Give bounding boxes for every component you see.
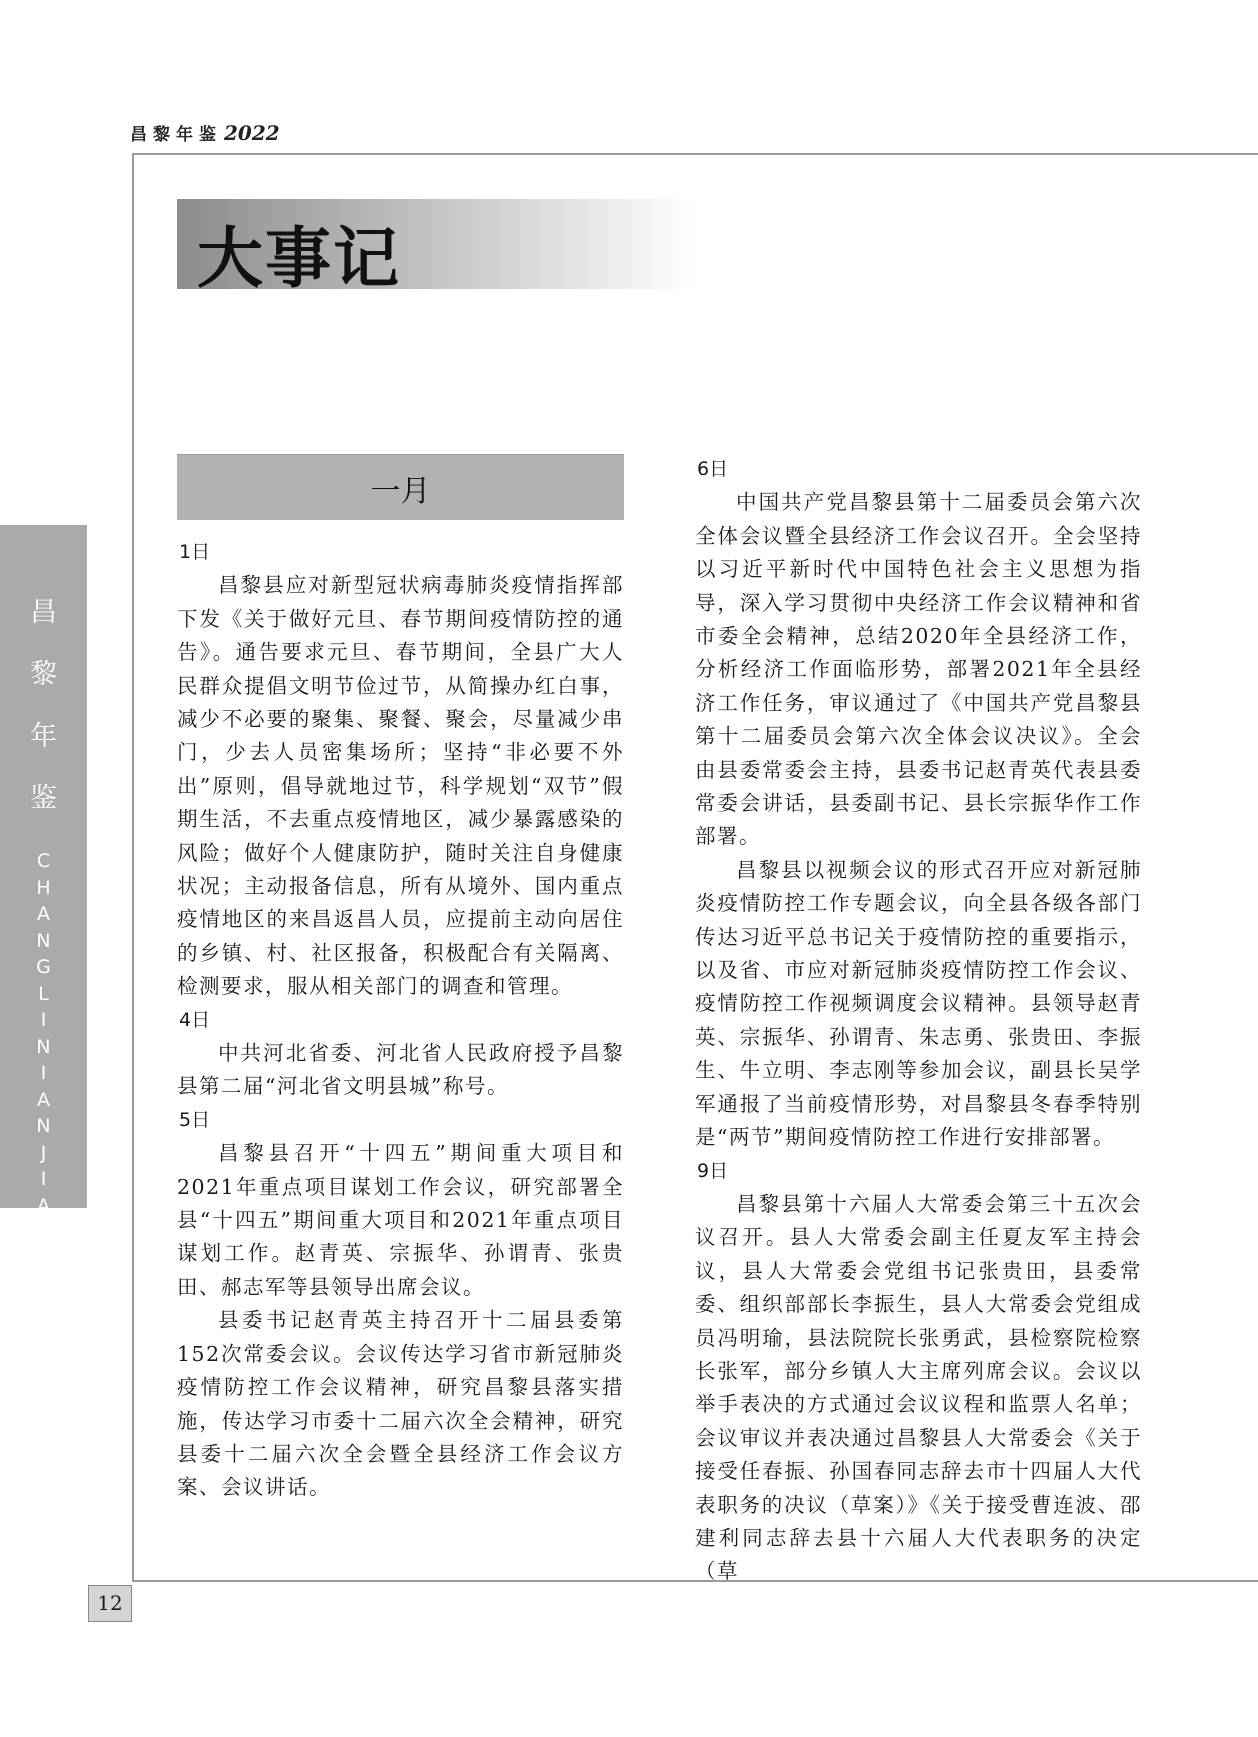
- side-char: 黎: [30, 659, 57, 690]
- side-char: 鉴: [30, 783, 57, 814]
- side-pinyin-letter: L: [38, 982, 49, 1005]
- side-pinyin-letter: G: [36, 956, 51, 978]
- frame-top-rule: [132, 153, 1258, 155]
- entry-paragraph: 昌黎县应对新型冠状病毒肺炎疫情指挥部下发《关于做好元旦、春节期间疫情防控的通告》。通告要求元旦、春节期间，全县广大人民群众提倡文明节俭过节，从简操办红白事，减少不必要的聚集、聚餐、聚会，尽量减少串门，少去人员密集场所；坚持“非必要不外出”原则，倡导就地过节，科学规划“双节”假期生活，不去重点疫情地区，减少暴露感染的风险；做好个人健康防护，随时关注自身健康状况；主动报备信息，所有从境外、国内重点疫情地区的来昌返昌人员，应提前主动向居住的乡镇、村、社区报备，积极配合有关隔离、检测要求，服从相关部门的调查和管理。: [177, 573, 624, 999]
- chapter-title-band: [177, 199, 697, 297]
- side-pinyin-letter: J: [40, 1141, 47, 1164]
- side-pinyin-letter: I: [40, 1062, 47, 1084]
- month-heading: 一月: [370, 474, 431, 509]
- entry-paragraph: 中国共产党昌黎县第十二届委员会第六次全体会议暨全县经济工作会议召开。全会坚持以习近平新时代中国特色社会主义思想为指导，深入学习贯彻中央经济工作会议精神和省市委全会精神，总结2020年全县经济工作，分析经济工作面临形势，部署2021年全县经济工作任务，审议通过了《中国共产党昌黎县第十二届委员会第六次全体会议决议》。全会由县委常委会主持，县委书记赵青英代表县委常委会讲话，县委副书记、县长宗振华作工作部署。: [695, 490, 1142, 849]
- side-char: 年: [30, 721, 57, 752]
- entry-date: 6日: [697, 458, 729, 480]
- month-heading-band: [177, 454, 624, 520]
- side-pinyin-letter: N: [36, 929, 51, 952]
- right-column: [695, 453, 1142, 1589]
- side-pinyin-letter: C: [36, 850, 51, 872]
- side-pinyin-letter: H: [36, 876, 51, 899]
- side-pinyin-letter: N: [36, 1221, 51, 1243]
- entry-paragraph: 中共河北省委、河北省人民政府授予昌黎县第二届“河北省文明县城”称号。: [177, 1041, 624, 1099]
- running-head-year: 2022: [224, 121, 280, 145]
- entry-date: 4日: [179, 1008, 211, 1031]
- left-column: [177, 536, 624, 1505]
- entry-paragraph: 县委书记赵青英主持召开十二届县委第152次常委会议。会议传达学习省市新冠肺炎疫情防控工作会议精神，研究昌黎县落实措施，传达学习市委十二届六次全会精神，研究县委十二届六次全会暨全县经济工作会议方案、会议讲话。: [177, 1308, 624, 1500]
- side-pinyin-letter: A: [37, 1194, 50, 1217]
- side-pinyin-letter: I: [40, 1009, 47, 1031]
- chapter-title: 大事记: [197, 220, 401, 297]
- side-pinyin-letter: N: [36, 1035, 51, 1058]
- entry-paragraph: 昌黎县召开“十四五”期间重大项目和2021年重点项目谋划工作会议，研究部署全县“十四五”期间重大项目和2021年重点项目谋划工作。赵青英、宗振华、孙谓青、张贵田、郝志军等县领导出席会议。: [177, 1141, 624, 1299]
- side-pinyin-letter: N: [36, 1115, 51, 1137]
- side-pinyin-letter: A: [37, 1088, 50, 1111]
- frame-left-rule: [132, 153, 134, 1581]
- entry-date: 5日: [179, 1108, 211, 1131]
- entry-date: 9日: [697, 1159, 729, 1182]
- side-pinyin: [0, 848, 87, 1246]
- entry-paragraph: 昌黎县以视频会议的形式召开应对新冠肺炎疫情防控工作专题会议，向全县各级各部门传达习近平总书记关于疫情防控的重要指示，以及省、市应对新冠肺炎疫情防控工作会议、疫情防控工作视频调度会议精神。县领导赵青英、宗振华、孙谓青、朱志勇、张贵田、李振生、牛立明、李志刚等参加会议，副县长吴学军通报了当前疫情形势，对昌黎县冬春季特别是“两节”期间疫情防控工作进行安排部署。: [695, 857, 1142, 1150]
- side-pinyin-letter: A: [37, 903, 50, 925]
- side-pinyin-letter: I: [40, 1168, 47, 1190]
- running-head-title: 昌黎年鉴: [130, 125, 222, 145]
- page-number: 12: [88, 1585, 132, 1622]
- side-char: 昌: [30, 597, 57, 628]
- entry-date: 1日: [179, 541, 211, 563]
- running-head: [130, 120, 280, 145]
- entry-paragraph: 昌黎县第十六届人大常委会第三十五次会议召开。县人大常委会副主任夏友军主持会议，县人大常委会党组书记张贵田，县委常委、组织部部长李振生，县人大常委会党组成员冯明瑜，县法院院长张勇武，县检察院检察长张军，部分乡镇人大主席列席会议。会议以举手表决的方式通过会议议程和监票人名单；会议审议并表决通过昌黎县人大常委会《关于接受任春振、孙国春同志辞去市十四届人大代表职务的决议（草案）》《关于接受曹连波、邵建利同志辞去县十六届人大代表职务的决定（草: [695, 1191, 1142, 1584]
